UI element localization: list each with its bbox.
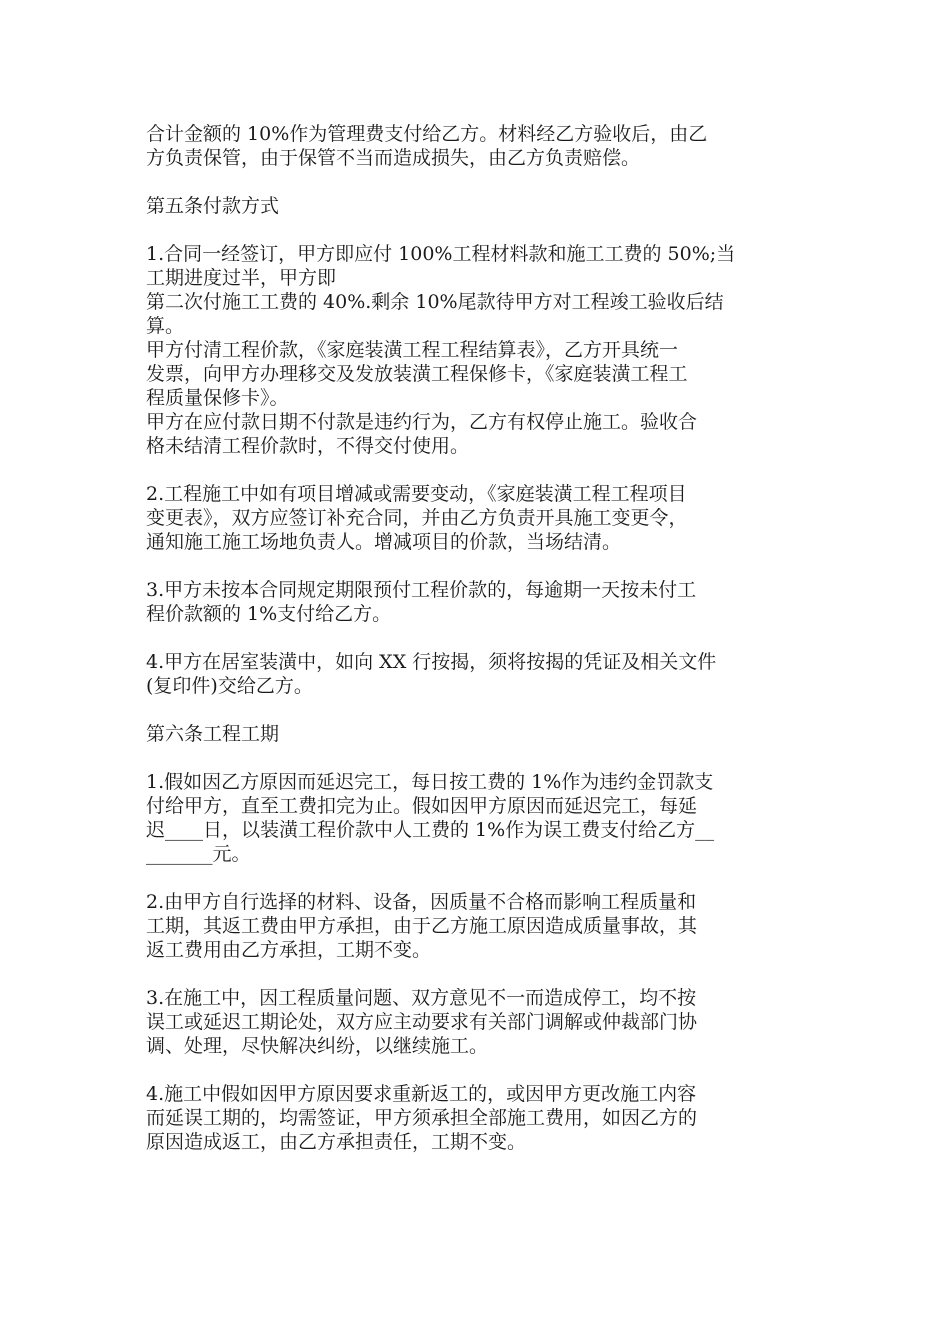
text-line: 2.由甲方自行选择的材料、设备，因质量不合格而影响工程质量和 — [146, 891, 697, 913]
text-line: 变更表》，双方应签订补充合同，并由乙方负责开具施工变更令， — [146, 507, 688, 529]
text-line: 发票，向甲方办理移交及发放装潢工程保修卡，《家庭装潢工程工 — [146, 363, 688, 385]
paragraph — [146, 890, 806, 962]
text-line: 甲方在应付款日期不付款是违约行为，乙方有权停止施工。验收合 — [146, 411, 698, 433]
text-line: 第二次付施工工费的 40%.剩余 10%尾款待甲方对工程竣工验收后结 — [146, 291, 724, 313]
paragraph — [146, 986, 806, 1058]
paragraph — [146, 1082, 806, 1154]
paragraph — [146, 122, 806, 170]
text-line: 1.假如因乙方原因而延迟完工，每日按工费的 1%作为违约金罚款支 — [146, 771, 714, 793]
text-line: 4.施工中假如因甲方原因要求重新返工的，或因甲方更改施工内容 — [146, 1083, 697, 1105]
paragraph — [146, 194, 806, 218]
text-line: 调、处理，尽快解决纠纷，以继续施工。 — [146, 1035, 489, 1057]
paragraph — [146, 650, 806, 698]
paragraph — [146, 578, 806, 626]
text-line: 程价款额的 1%支付给乙方。 — [146, 603, 392, 625]
text-line: 第六条工程工期 — [146, 723, 280, 745]
text-line: 甲方付清工程价款，《家庭装潢工程工程结算表》，乙方开具统一 — [146, 339, 679, 361]
text-line: 3.在施工中，因工程质量问题、双方意见不一而造成停工，均不按 — [146, 987, 697, 1009]
text-line: 工期进度过半，甲方即 — [146, 267, 337, 289]
text-line: 方负责保管，由于保管不当而造成损失，由乙方负责赔偿。 — [146, 147, 641, 169]
text-line: 1.合同一经签订，甲方即应付 100%工程材料款和施工工费的 50%;当 — [146, 243, 736, 265]
text-line: 误工或延迟工期论处，双方应主动要求有关部门调解或仲裁部门协 — [146, 1011, 698, 1033]
text-line: 程质量保修卡》。 — [146, 387, 289, 409]
text-line: 工期，其返工费由甲方承担，由于乙方施工原因造成质量事故，其 — [146, 915, 698, 937]
document-page — [146, 122, 806, 1178]
text-line: 而延误工期的，均需签证，甲方须承担全部施工费用，如因乙方的 — [146, 1107, 698, 1129]
paragraph — [146, 770, 806, 866]
text-line: 格未结清工程价款时，不得交付使用。 — [146, 435, 470, 457]
text-line: 4.甲方在居室装潢中，如向 XX 行按揭，须将按揭的凭证及相关文件 — [146, 651, 717, 673]
text-line: 算。 — [146, 315, 185, 337]
text-line: 3.甲方未按本合同规定期限预付工程价款的，每逾期一天按未付工 — [146, 579, 697, 601]
paragraph — [146, 482, 806, 554]
paragraph — [146, 722, 806, 746]
text-line: 返工费用由乙方承担，工期不变。 — [146, 939, 432, 961]
text-line: 原因造成返工，由乙方承担责任，工期不变。 — [146, 1131, 527, 1153]
paragraph — [146, 242, 806, 458]
text-line: _______元。 — [146, 843, 251, 865]
text-line: 2.工程施工中如有项目增减或需要变动，《家庭装潢工程工程项目 — [146, 483, 687, 505]
text-line: 迟____日，以装潢工程价款中人工费的 1%作为误工费支付给乙方__ — [146, 819, 715, 841]
text-line: 通知施工施工场地负责人。增减项目的价款，当场结清。 — [146, 531, 622, 553]
text-line: 合计金额的 10%作为管理费支付给乙方。材料经乙方验收后，由乙 — [146, 123, 708, 145]
text-line: 付给甲方，直至工费扣完为止。假如因甲方原因而延迟完工，每延 — [146, 795, 698, 817]
text-line: (复印件)交给乙方。 — [146, 675, 313, 697]
text-line: 第五条付款方式 — [146, 195, 280, 217]
